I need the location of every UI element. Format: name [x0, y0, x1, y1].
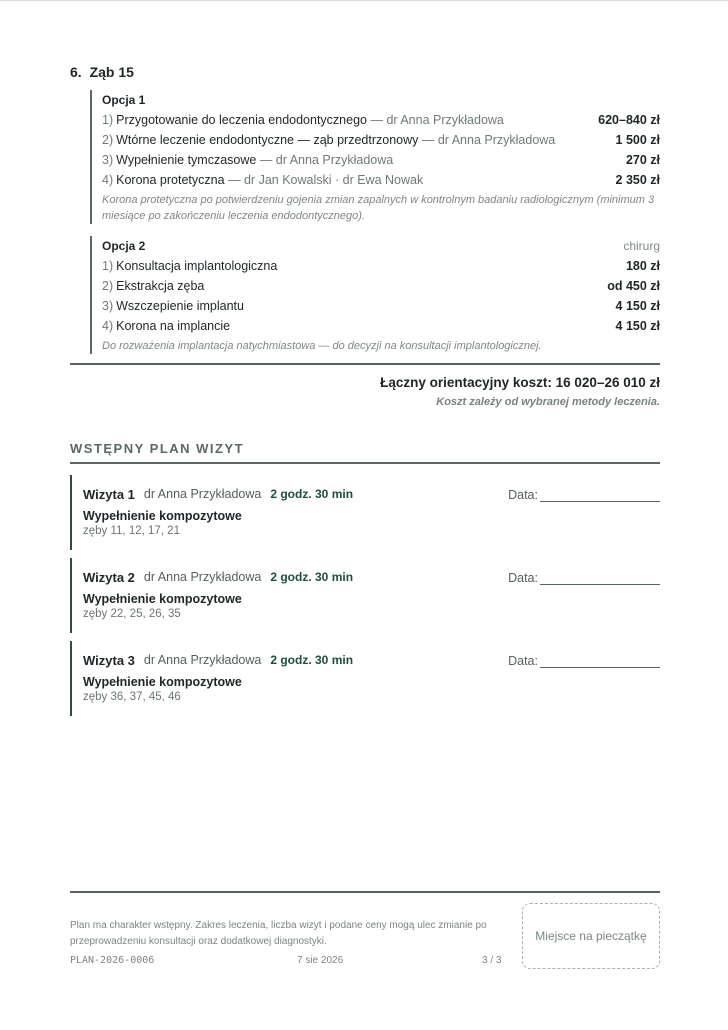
option-2	[90, 236, 660, 354]
option-specialist-tag: chirurg	[623, 239, 660, 253]
item-price: 4 150 zł	[615, 319, 660, 333]
item-doctor: — dr Anna Przykładowa	[367, 113, 504, 127]
total-cost: Łączny orientacyjny koszt: 16 020–26 010 zł	[380, 375, 660, 390]
visit-doctor: dr Anna Przykładowa	[143, 487, 262, 501]
item-index: 3)	[102, 299, 114, 313]
item-doctor: — dr Jan Kowalski · dr Ewa Nowak	[224, 173, 424, 187]
visit-procedure: Wypełnienie kompozytowe	[83, 592, 242, 606]
tooth-number: 6.	[70, 64, 82, 80]
page-number: 3 / 3	[482, 955, 502, 966]
option-1-header	[102, 90, 660, 110]
visit-duration: 2 godz. 30 min	[270, 570, 354, 584]
item-index: 1)	[102, 259, 114, 273]
item-price: 4 150 zł	[615, 299, 660, 313]
document-date: 7 sie 2026	[297, 955, 344, 966]
item-price: 620–840 zł	[598, 113, 660, 127]
treatment-item	[102, 130, 660, 150]
visit-date-label: Data:	[508, 570, 538, 585]
option-title: Opcja 1	[102, 93, 146, 107]
document-id: PLAN-2026-0006	[70, 955, 155, 966]
item-doctor: — dr Anna Przykładowa	[256, 153, 394, 167]
item-price: 180 zł	[625, 259, 660, 273]
option-note: Do rozważenia implantacja natychmiastowa — do decyzji na konsultacji implantologicznej.	[102, 340, 542, 352]
option-title: Opcja 2	[102, 239, 146, 253]
page-top-border	[0, 0, 728, 1]
visit-procedure: Wypełnienie kompozytowe	[83, 509, 242, 523]
visit-date-blank[interactable]	[540, 570, 660, 585]
item-index: 3)	[102, 153, 114, 167]
visit-teeth: zęby 11, 12, 17, 21	[83, 525, 180, 537]
total-cost-note: Koszt zależy od wybranej metody leczenia.	[436, 396, 660, 408]
item-name: Wtórne leczenie endodontyczne — ząb przedtrzonowy	[116, 133, 419, 147]
treatment-item	[102, 150, 660, 170]
item-index: 2)	[102, 279, 114, 293]
visit-teeth: zęby 22, 25, 26, 35	[83, 608, 181, 620]
item-name: Konsultacja implantologiczna	[116, 259, 278, 273]
option-note: Korona protetyczna po potwierdzeniu gojenia zmian zapalnych w kontrolnym badaniu radiologicznym (minimum 3 miesiące po zakończeniu leczenia endodontycznego).	[102, 194, 655, 222]
treatment-item	[102, 110, 660, 130]
footer-disclaimer: Plan ma charakter wstępny. Zakres leczenia, liczba wizyt i podane ceny mogą ulec zmianie po przeprowadzeniu konsultacji oraz dodatkowej diagnostyki.	[70, 920, 487, 947]
visit-date-field[interactable]	[508, 487, 660, 502]
item-index: 1)	[102, 113, 114, 127]
item-name: Wszczepienie implantu	[116, 299, 244, 313]
plan-content	[70, 62, 660, 716]
item-index: 2)	[102, 133, 114, 147]
visit-procedure: Wypełnienie kompozytowe	[83, 675, 242, 689]
treatment-item	[102, 276, 660, 296]
stamp-placeholder	[522, 903, 660, 969]
item-name: Korona na implancie	[116, 319, 231, 333]
divider	[70, 363, 660, 365]
treatment-item	[102, 170, 660, 190]
visit-date-label: Data:	[508, 653, 538, 668]
visit-doctor: dr Anna Przykładowa	[143, 570, 262, 584]
visit-date-field[interactable]	[508, 570, 660, 585]
visit-date-blank[interactable]	[540, 487, 660, 502]
visit-doctor: dr Anna Przykładowa	[143, 653, 262, 667]
treatment-item	[102, 256, 660, 276]
item-name: Wypełnienie tymczasowe	[116, 153, 257, 167]
option-2-header	[102, 236, 660, 256]
visit-duration: 2 godz. 30 min	[270, 653, 354, 667]
treatment-item	[102, 296, 660, 316]
tooth-name: Ząb 15	[89, 64, 134, 80]
item-price: od 450 zł	[607, 279, 660, 293]
tooth-heading	[70, 62, 660, 82]
visit-card	[70, 641, 660, 716]
item-price: 1 500 zł	[615, 133, 660, 147]
visit-name: Wizyta 2	[83, 569, 135, 585]
visit-name: Wizyta 3	[83, 652, 135, 668]
visits-section-title: WSTĘPNY PLAN WIZYT	[70, 441, 660, 464]
visit-date-blank[interactable]	[540, 653, 660, 668]
item-name: Ekstrakcja zęba	[116, 279, 205, 293]
visit-date-label: Data:	[508, 487, 538, 502]
treatment-item	[102, 316, 660, 336]
stamp-label: Miejsce na pieczątkę	[535, 929, 647, 943]
item-index: 4)	[102, 319, 114, 333]
item-index: 4)	[102, 173, 114, 187]
visit-card	[70, 475, 660, 550]
visit-date-field[interactable]	[508, 653, 660, 668]
visit-name: Wizyta 1	[83, 486, 135, 502]
visit-duration: 2 godz. 30 min	[270, 487, 354, 501]
footer-divider	[70, 891, 660, 893]
visit-teeth: zęby 36, 37, 45, 46	[83, 691, 181, 703]
item-price: 270 zł	[625, 153, 660, 167]
option-1	[90, 90, 660, 224]
item-doctor: — dr Anna Przykładowa	[418, 133, 556, 147]
item-name: Korona protetyczna	[116, 173, 225, 187]
item-name: Przygotowanie do leczenia endodontycznego	[116, 113, 367, 127]
visit-card	[70, 558, 660, 633]
item-price: 2 350 zł	[615, 173, 660, 187]
